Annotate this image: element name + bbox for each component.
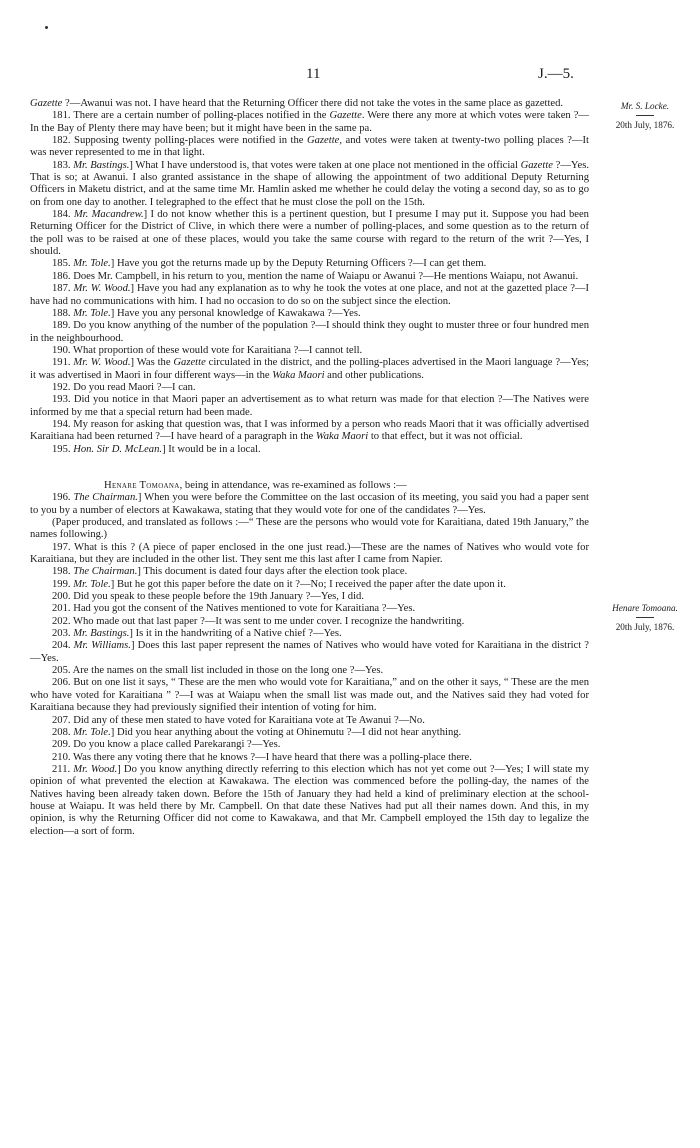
- margin-note-tomoana: [595, 602, 695, 633]
- paragraph: 192. Do you read Maori ?—I can.: [52, 381, 196, 393]
- paragraph: 194. My reason for asking that question was, that I was informed by a person who reads Maori that it was officially advertised Karaitiana had been returned ?—I have heard of a paragraph in the Waka Maori to that effect, but it was not official.: [30, 418, 589, 443]
- paragraph: 205. Are the names on the small list included in those on the long one ?—Yes.: [52, 665, 384, 677]
- paragraph: 181. There are a certain number of polling-places notified in the Gazette. Were there any more at which votes were taken ?—In the Bay of Plenty there may have been; but it might have been in the same pa.: [30, 110, 589, 134]
- paragraph: 208. Mr. Tole.] Did you hear anything about the voting at Ohinemutu ?—I did not hear anything.: [52, 726, 462, 738]
- paragraph: 182. Supposing twenty polling-places were notified in the Gazette, and votes were taken at twenty-two polling places ?—It was never represented to me in that light.: [30, 135, 589, 159]
- section-locke-evidence: [30, 98, 589, 456]
- paragraph: 201. Had you got the consent of the Natives mentioned to vote for Karaitiana ?—Yes.: [52, 603, 416, 615]
- paragraph: 211. Mr. Wood.] Do you know anything directly referring to this election which has not yet come out ?—Yes; I will state my opinion of what prevented the election at Kawakawa. The election was commenced before the polling-day, the names of the Natives having been already taken down. Before the 15th of January they had held a kind of preliminary election at the school-house at Waiapu. It was held there by Mr. Campbell. On that date these Natives had put all their names down. And this, in my opinion, is why the Returning Officer did not come to Kawakawa, and that Mr. Campbell employed the 15th day to legalize the election—a sort of form.: [30, 763, 590, 837]
- page-number: 11: [306, 66, 321, 82]
- margin-witness-name: Henare Tomoana.: [612, 603, 678, 613]
- paragraph: Gazette ?—Awanui was not. I have heard that the Returning Officer there did not take the votes in the same place as gazetted.: [30, 98, 564, 109]
- section-gap: [30, 456, 589, 480]
- margin-rule: [636, 617, 654, 618]
- paragraph: 206. But on one list it says, “ These are the men who would vote for Karaitiana,” and on the other it says, “ These are the men who have voted for Karaitiana ” ?—I was at Waiapu when the small list was made out, and the Natives said they had voted for Karaitiana because they had previously signified their intention of voting for him.: [30, 677, 589, 714]
- document-body: [30, 98, 589, 838]
- paragraph: 185. Mr. Tole.] Have you got the returns made up by the Deputy Returning Officers ?—I can get them.: [52, 258, 487, 270]
- paragraph: 210. Was there any voting there that he knows ?—I have heard that there was a polling-place there.: [52, 751, 472, 763]
- paragraph: 190. What proportion of these would vote for Karaitiana ?—I cannot tell.: [52, 344, 363, 356]
- paragraph: 193. Did you notice in that Maori paper an advertisement as to what return was made for that election ?—The Natives were informed by me that a special return had been made.: [30, 394, 589, 418]
- paragraph: 207. Did any of these men stated to have voted for Karaitiana vote at Te Awanui ?—No.: [52, 714, 425, 726]
- paragraph: 203. Mr. Bastings.] Is it in the handwriting of a Native chief ?—Yes.: [52, 628, 342, 640]
- document-code: J.—5.: [538, 66, 574, 82]
- paragraph: 202. Who made out that last paper ?—It was sent to me under cover. I recognize the handwriting.: [52, 615, 465, 627]
- paragraph: 191. Mr. W. Wood.] Was the Gazette circulated in the district, and the polling-places advertised in the Maori language ?—Yes; it was advertised in Maori in four different ways—in the Waka Maori and other publications.: [30, 357, 589, 381]
- scan-speck: [45, 26, 48, 29]
- margin-witness-name: Mr. S. Locke.: [620, 101, 670, 111]
- paragraph: 209. Do you know a place called Parekarangi ?—Yes.: [52, 739, 281, 751]
- margin-date: 20th July, 1876.: [615, 120, 675, 130]
- margin-note-locke: [595, 100, 695, 131]
- section-tomoana-evidence: [30, 480, 589, 838]
- paragraph: 187. Mr. W. Wood.] Have you had any explanation as to why he took the votes at one place, and not at the gazetted place ?—I have had no communications with him. I had no occasion to do so on the subject since the election.: [30, 283, 590, 307]
- margin-rule: [636, 115, 654, 116]
- paragraph: 200. Did you speak to these people before the 19th January ?—Yes, I did.: [52, 591, 364, 603]
- paragraph: 188. Mr. Tole.] Have you any personal knowledge of Kawakawa ?—Yes.: [52, 307, 361, 319]
- paragraph: 183. Mr. Bastings.] What I have understood is, that votes were taken at one place not mentioned in the official Gazette ?—Yes. That is so; at Awanui. I also granted assistance in the shape of allowing the appointment of two additional Deputy Returning Officers in Maketu district, and at the same time Mr. Hamlin asked me whether he could delay the voting a second day, so as to go on from one day to another. I telegraphed to the effect that he must close the poll on the 15th.: [30, 159, 589, 208]
- margin-date: 20th July, 1876.: [615, 622, 675, 632]
- paragraph: 184. Mr. Macandrew.] I do not know whether this is a pertinent question, but I presume I may put it. Suppose you had been Returning Officer for the District of Clive, in which there were a number of polling-places, and some question as to the return of the poll was to be raised at one of these places, would you take the same course with regard to the return of the writ ?—Yes, I should.: [30, 209, 589, 258]
- paragraph: 196. The Chairman.] When you were before the Committee on the last occasion of its meeting, you said you had a paper sent to you by a number of electors at Kawakawa, stating that they would vote for one of the candidates ?—Yes.: [30, 492, 589, 516]
- paragraph: 186. Does Mr. Campbell, in his return to you, mention the name of Waiapu or Awanui ?—He mentions Waiapu, not Awanui.: [52, 270, 579, 282]
- paragraph: 204. Mr. Williams.] Does this last paper represent the names of Natives who would have voted for Karaitiana in the district ?—Yes.: [30, 640, 589, 664]
- paragraph: (Paper produced, and translated as follows :—“ These are the persons who would vote for Karaitiana, dated 19th January,” the names following.): [30, 517, 589, 541]
- paragraph: 198. The Chairman.] This document is dated four days after the election took place.: [52, 566, 408, 578]
- paragraph: 195. Hon. Sir D. McLean.] It would be in a local.: [52, 443, 261, 455]
- paragraph: 197. What is this ? (A piece of paper enclosed in the one just read.)—These are the names of Natives who would vote for Karaitiana, but they are included in the other list. They sent me this last after I came from Napier.: [30, 541, 589, 566]
- paragraph: 199. Mr. Tole.] But he got this paper before the date on it ?—No; I received the paper after the date upon it.: [52, 578, 506, 590]
- section-heading: Henare Tomoana, being in attendance, was re-examined as follows :—: [104, 479, 407, 491]
- paragraph: 189. Do you know anything of the number of the population ?—I should think they ought to muster three or four hundred men in the neighbourhood.: [30, 320, 589, 344]
